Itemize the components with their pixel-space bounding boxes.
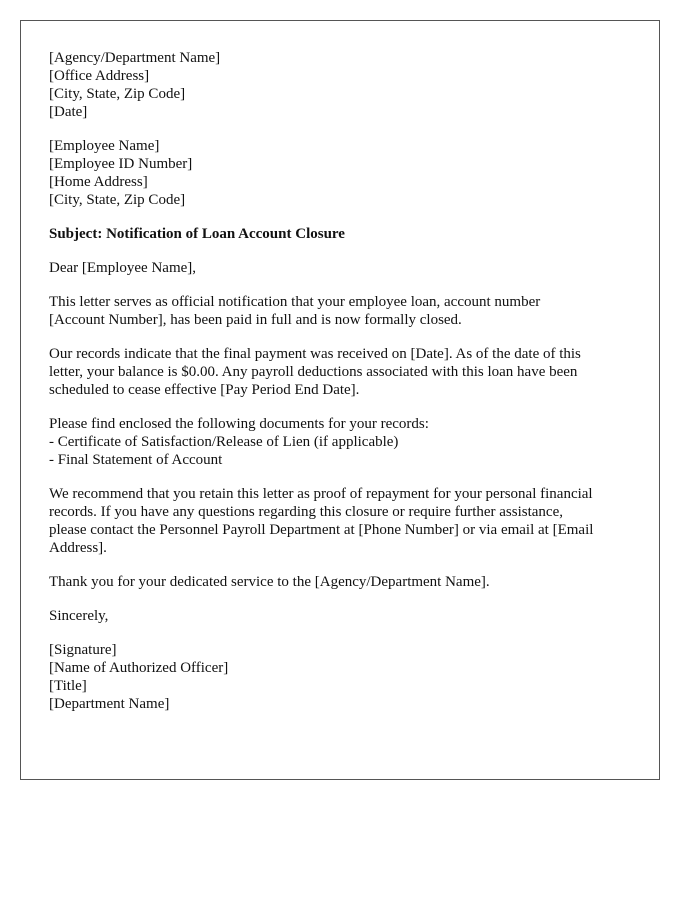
paragraph-line: scheduled to cease effective [Pay Period End Date]. — [49, 382, 360, 398]
signature-placeholder: [Signature] — [49, 642, 117, 658]
recipient-block — [49, 137, 631, 209]
officer-title: [Title] — [49, 678, 87, 694]
recipient-home-address: [Home Address] — [49, 174, 148, 190]
letter-date: [Date] — [49, 104, 88, 120]
paragraph-line: Address]. — [49, 540, 107, 556]
paragraph-line: [Account Number], has been paid in full and is now formally closed. — [49, 312, 462, 328]
subject-line: Subject: Notification of Loan Account Closure — [49, 226, 345, 242]
paragraph-line: records. If you have any questions regarding this closure or require further assistance, — [49, 504, 563, 520]
paragraph-line: This letter serves as official notification that your employee loan, account number — [49, 294, 541, 310]
sender-office-address: [Office Address] — [49, 68, 150, 84]
paragraph-enclosures — [49, 415, 631, 469]
paragraph-line: please contact the Personnel Payroll Department at [Phone Number] or via email at [Email — [49, 522, 594, 538]
closing: Sincerely, — [49, 608, 109, 624]
sender-block — [49, 49, 631, 121]
letter-page — [20, 20, 660, 780]
paragraph-final-payment — [49, 345, 631, 399]
sender-agency: [Agency/Department Name] — [49, 50, 221, 66]
sender-city-state-zip: [City, State, Zip Code] — [49, 86, 186, 102]
paragraph-recommendation — [49, 485, 631, 557]
paragraph-line: letter, your balance is $0.00. Any payroll deductions associated with this loan have been — [49, 364, 578, 380]
recipient-employee-id: [Employee ID Number] — [49, 156, 193, 172]
enclosure-item: - Certificate of Satisfaction/Release of Lien (if applicable) — [49, 434, 399, 450]
enclosure-item: - Final Statement of Account — [49, 452, 223, 468]
officer-department: [Department Name] — [49, 696, 170, 712]
paragraph-notification — [49, 293, 631, 329]
recipient-name: [Employee Name] — [49, 138, 160, 154]
enclosures-intro: Please find enclosed the following documents for your records: — [49, 416, 429, 432]
signature-block — [49, 641, 631, 713]
paragraph-line: Our records indicate that the final payment was received on [Date]. As of the date of this — [49, 346, 581, 362]
paragraph-line: We recommend that you retain this letter as proof of repayment for your personal financial — [49, 486, 593, 502]
salutation: Dear [Employee Name], — [49, 260, 197, 276]
officer-name: [Name of Authorized Officer] — [49, 660, 229, 676]
recipient-city-state-zip: [City, State, Zip Code] — [49, 192, 186, 208]
paragraph-thanks: Thank you for your dedicated service to the [Agency/Department Name]. — [49, 574, 490, 590]
